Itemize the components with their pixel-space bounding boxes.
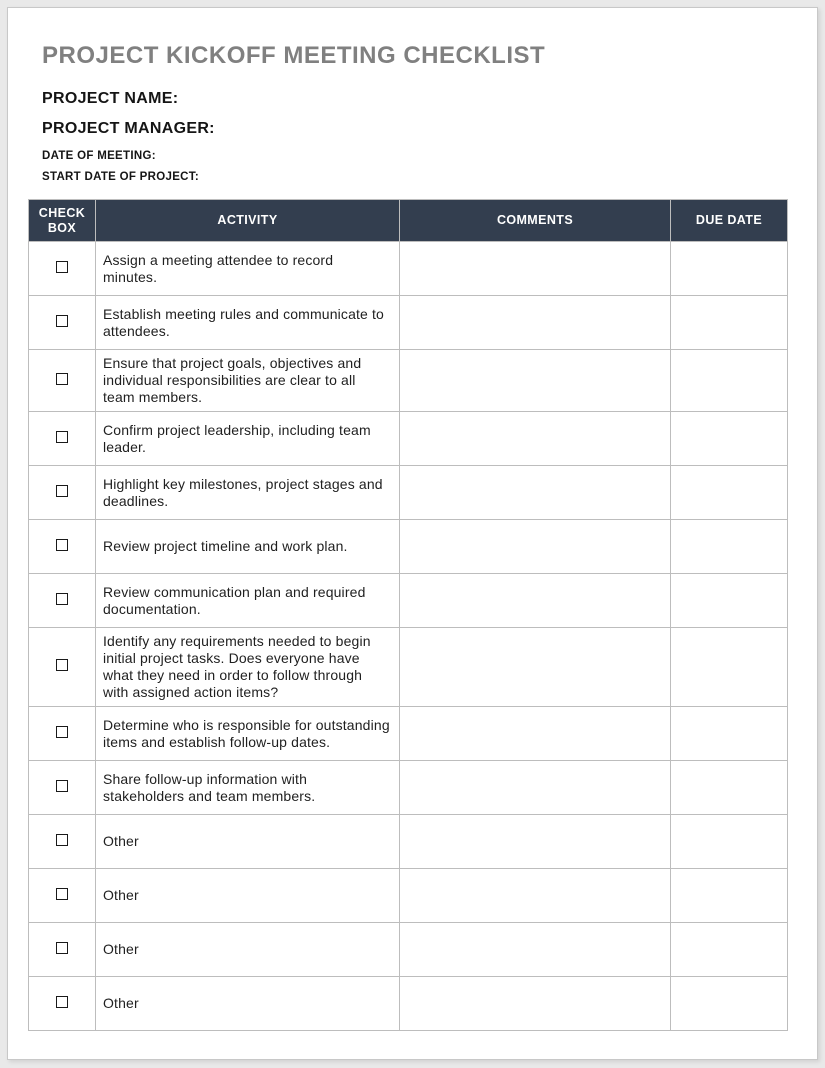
column-header-activity: ACTIVITY <box>96 200 400 242</box>
activity-cell: Other <box>96 869 400 923</box>
table-row <box>29 977 788 1031</box>
table-row <box>29 707 788 761</box>
comments-cell[interactable] <box>400 815 671 869</box>
column-header-due-date: DUE DATE <box>671 200 788 242</box>
checkbox-cell <box>29 923 96 977</box>
due-date-cell[interactable] <box>671 520 788 574</box>
checkbox[interactable] <box>56 888 68 900</box>
checkbox-cell <box>29 815 96 869</box>
table-row <box>29 761 788 815</box>
due-date-cell[interactable] <box>671 628 788 707</box>
checkbox[interactable] <box>56 373 68 385</box>
activity-cell: Other <box>96 815 400 869</box>
due-date-cell[interactable] <box>671 761 788 815</box>
comments-cell[interactable] <box>400 412 671 466</box>
comments-cell[interactable] <box>400 869 671 923</box>
comments-cell[interactable] <box>400 466 671 520</box>
due-date-cell[interactable] <box>671 977 788 1031</box>
checkbox[interactable] <box>56 996 68 1008</box>
checkbox-cell <box>29 350 96 412</box>
checkbox-cell <box>29 574 96 628</box>
activity-cell: Determine who is responsible for outstanding items and establish follow-up dates. <box>96 707 400 761</box>
checkbox[interactable] <box>56 485 68 497</box>
checkbox[interactable] <box>56 780 68 792</box>
checklist-body <box>29 242 788 1031</box>
due-date-cell[interactable] <box>671 242 788 296</box>
comments-cell[interactable] <box>400 977 671 1031</box>
comments-cell[interactable] <box>400 628 671 707</box>
table-row <box>29 574 788 628</box>
table-row <box>29 242 788 296</box>
field-start-date-of-project: START DATE OF PROJECT: <box>42 171 199 183</box>
checkbox-cell <box>29 869 96 923</box>
checkbox-cell <box>29 242 96 296</box>
checkbox[interactable] <box>56 431 68 443</box>
due-date-cell[interactable] <box>671 412 788 466</box>
table-header <box>29 200 788 242</box>
due-date-cell[interactable] <box>671 466 788 520</box>
column-header-comments: COMMENTS <box>400 200 671 242</box>
table-row <box>29 350 788 412</box>
table-row <box>29 923 788 977</box>
comments-cell[interactable] <box>400 296 671 350</box>
due-date-cell[interactable] <box>671 350 788 412</box>
activity-cell: Ensure that project goals, objectives and individual responsibilities are clear to all team members. <box>96 350 400 412</box>
comments-cell[interactable] <box>400 350 671 412</box>
checkbox[interactable] <box>56 726 68 738</box>
comments-cell[interactable] <box>400 923 671 977</box>
checkbox-cell <box>29 520 96 574</box>
table-row <box>29 296 788 350</box>
checkbox-cell <box>29 466 96 520</box>
activity-cell: Assign a meeting attendee to record minutes. <box>96 242 400 296</box>
column-header-checkbox: CHECK BOX <box>29 200 96 242</box>
activity-cell: Other <box>96 923 400 977</box>
page-title: PROJECT KICKOFF MEETING CHECKLIST <box>42 42 546 69</box>
activity-cell: Highlight key milestones, project stages and deadlines. <box>96 466 400 520</box>
table-row <box>29 628 788 707</box>
table-row <box>29 869 788 923</box>
field-project-name: PROJECT NAME: <box>42 90 179 107</box>
document-page <box>7 7 818 1060</box>
checkbox[interactable] <box>56 834 68 846</box>
document-header <box>8 8 817 183</box>
field-project-manager: PROJECT MANAGER: <box>42 120 215 137</box>
checkbox-cell <box>29 707 96 761</box>
due-date-cell[interactable] <box>671 574 788 628</box>
activity-cell: Identify any requirements needed to begin initial project tasks. Does everyone have what they need in order to follow through with assigned action items? <box>96 628 400 707</box>
comments-cell[interactable] <box>400 761 671 815</box>
checkbox-cell <box>29 761 96 815</box>
checkbox-cell <box>29 412 96 466</box>
checkbox-cell <box>29 628 96 707</box>
checkbox[interactable] <box>56 593 68 605</box>
due-date-cell[interactable] <box>671 707 788 761</box>
checkbox[interactable] <box>56 261 68 273</box>
due-date-cell[interactable] <box>671 923 788 977</box>
activity-cell: Other <box>96 977 400 1031</box>
due-date-cell[interactable] <box>671 869 788 923</box>
checkbox[interactable] <box>56 539 68 551</box>
table-row <box>29 520 788 574</box>
comments-cell[interactable] <box>400 242 671 296</box>
activity-cell: Establish meeting rules and communicate to attendees. <box>96 296 400 350</box>
activity-cell: Share follow-up information with stakeholders and team members. <box>96 761 400 815</box>
due-date-cell[interactable] <box>671 296 788 350</box>
table-row <box>29 466 788 520</box>
comments-cell[interactable] <box>400 574 671 628</box>
table-row <box>29 815 788 869</box>
table-row <box>29 412 788 466</box>
activity-cell: Confirm project leadership, including team leader. <box>96 412 400 466</box>
checklist-table <box>28 199 788 1031</box>
comments-cell[interactable] <box>400 520 671 574</box>
checkbox[interactable] <box>56 942 68 954</box>
comments-cell[interactable] <box>400 707 671 761</box>
checkbox-cell <box>29 977 96 1031</box>
due-date-cell[interactable] <box>671 815 788 869</box>
checkbox[interactable] <box>56 659 68 671</box>
checkbox[interactable] <box>56 315 68 327</box>
activity-cell: Review communication plan and required documentation. <box>96 574 400 628</box>
checkbox-cell <box>29 296 96 350</box>
field-date-of-meeting: DATE OF MEETING: <box>42 150 156 162</box>
activity-cell: Review project timeline and work plan. <box>96 520 400 574</box>
header-row <box>29 200 788 242</box>
